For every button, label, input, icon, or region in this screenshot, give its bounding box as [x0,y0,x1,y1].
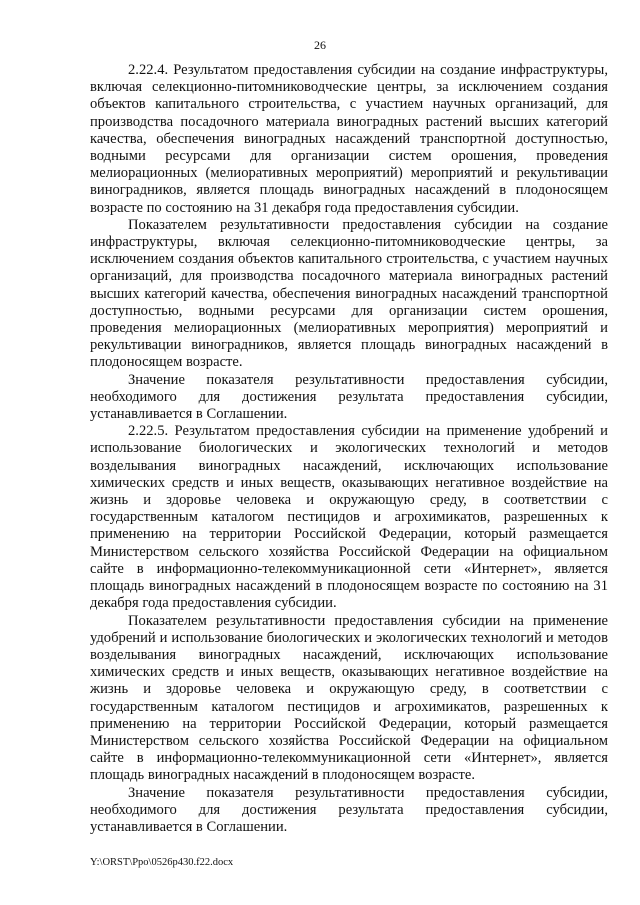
paragraph-2-22-4-value: Значение показателя результативности предоставления субсидии, необходимого для достижения результата предоставления субсидии, устанавливается в Соглашении. [90,371,608,423]
paragraph-2-22-5-value: Значение показателя результативности предоставления субсидии, необходимого для достижения результата предоставления субсидии, устанавливается в Соглашении. [90,784,608,835]
paragraph-2-22-5-indicator: Показателем результативности предоставления субсидии на применение удобрений и использование биологических и экологических технологий и методов возделывания виноградных насаждений, исключающих использование химических средств и иных веществ, оказывающих негативное воздействие на жизнь и здоровье человека и окружающую среду, в соответствии с государственным каталогом пестицидов и агрохимикатов, разрешенных к применению на территории Российской Федерации, который размещается Министерством сельского хозяйства Российской Федерации на официальном сайте в информационно-телекоммуникационной сети «Интернет», является площадь виноградных насаждений в плодоносящем возрасте. [90,612,608,784]
footer-file-path: Y:\ORST\Ppo\0526p430.f22.docx [90,857,234,868]
paragraph-2-22-4-indicator: Показателем результативности предоставления субсидии на создание инфраструктуры, включая селекционно-питомниководческие центры, за исключением создания объектов капитального строительства, с участием научных организаций, для производства посадочного материала виноградных растений высших категорий качества, обеспечения виноградных насаждений транспортной доступностью, водными ресурсами для организации систем орошения, проведения мелиорационных (мелиоративных мероприятия) мероприятий и рекультивации виноградников, является площадь виноградных насаждений в плодоносящем возрасте. [90,216,608,371]
document-body [90,62,608,836]
paragraph-2-22-5-result: 2.22.5. Результатом предоставления субсидии на применение удобрений и использование биологических и экологических технологий и методов возделывания виноградных насаждений, исключающих использование химических средств и иных веществ, оказывающих негативное воздействие на жизнь и здоровье человека и окружающую среду, в соответствии с государственным каталогом пестицидов и агрохимикатов, разрешенных к применению на территории Российской Федерации, который размещается Министерством сельского хозяйства Российской Федерации на официальном сайте в информационно-телекоммуникационной сети «Интернет», является площадь виноградных насаждений в плодоносящем возрасте по состоянию на 31 декабря года предоставления субсидии. [90,423,608,612]
page-number: 26 [314,38,326,52]
paragraph-2-22-4-result: 2.22.4. Результатом предоставления субсидии на создание инфраструктуры, включая селекционно-питомниководческие центры, за исключением создания объектов капитального строительства, с участием научных организаций, для производства посадочного материала виноградных растений высших категорий качества, обеспечения виноградных насаждений транспортной доступностью, водными ресурсами для организации систем орошения, проведения мелиорационных (мелиоративных мероприятий) мероприятий и рекультивации виноградников, является площадь виноградных насаждений в плодоносящем возрасте по состоянию на 31 декабря года предоставления субсидии. [90,62,608,216]
